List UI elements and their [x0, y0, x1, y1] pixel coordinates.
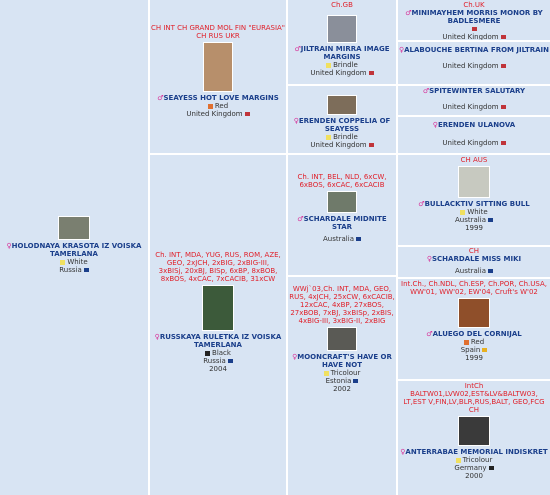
gen4-cell-0: Ch.UK ♂MINIMAYHEM MORRIS MONOR BY BADLESMERE United Kingdom [398, 0, 550, 40]
gen3-cell-1: ♀ERENDEN COPPELIA OF SEAYESS Brindle United Kingdom [288, 86, 396, 153]
dog-photo[interactable] [327, 95, 357, 115]
gen4-cell-4: CH AUS ♂BULLACKTIV SITTING BULL White Australia 1999 [398, 155, 550, 245]
dog-name-link[interactable]: ♀HOLODNAYA KRASOTA IZ VOISKA TAMERLANA [6, 242, 142, 258]
gen4-cell-5: CH ♀SCHARDALE MISS MIKI Australia [398, 247, 550, 277]
titles-text: Ch.UK [463, 1, 485, 9]
gen4-cell-7: IntCh BALTW01,LVW02,EST&LV&BALTW03, LT,EST V,FIN,LV,BLR,RUS,BALT, GEO,FCG CH ♀ANTERRABAE MEMORIAL INDISKRET Tricolour Germany 2000 [398, 381, 550, 495]
gen1-cell: ♀HOLODNAYA KRASOTA IZ VOISKA TAMERLANA White Russia [0, 0, 148, 495]
dog-name-link[interactable]: ♂SEAYESS HOT LOVE MARGINS [157, 94, 279, 102]
gen4-cell-3: ♀ERENDEN ULANOVA United Kingdom [398, 117, 550, 153]
dog-name-link[interactable]: ♀ERENDEN COPPELIA OF SEAYESS [293, 117, 391, 133]
dog-photo[interactable] [458, 166, 490, 198]
gen3-cell-3: WWj`03,Ch. INT, MDA, GEO, RUS, 4xJCH, 25xCW, 6xCACIB, 12xCAC, 4xBP, 27xBOS, 27xBOB, 7xBJ, 3xBISp, 2xBIS, 4xBIG-III, 3xBIG-II, 2xBIG ♀MOONCRAFT'S HAVE OR HAVE NOT Tricolour Estonia 2002 [288, 277, 396, 495]
dog-photo[interactable] [327, 15, 357, 43]
titles-text: WWj`03,Ch. INT, MDA, GEO, RUS, 4xJCH, 25xCW, 6xCACIB, 12xCAC, 4xBP, 27xBOS, 27xBOB, 7xBJ, 3xBISp, 2xBIS, 4xBIG-III, 3xBIG-II, 2xBIG [289, 285, 395, 325]
gen4-cell-2: ♂SPITEWINTER SALUTARY United Kingdom [398, 86, 550, 115]
gen3-cell-0: Ch.GB ♂JILTRAIN MIRRA IMAGE MARGINS Brindle United Kingdom [288, 0, 396, 84]
titles-text: Ch. INT, BEL, NLD, 6xCW, 6xBOS, 6xCAC, 6xCACIB [297, 173, 387, 189]
gen4-cell-1: ♀ALABOUCHE BERTINA FROM JILTRAIN United Kingdom [398, 42, 550, 84]
gen2-cell-sire: CH INT CH GRAND MOL FIN "EURASIA" CH RUS UKR ♂SEAYESS HOT LOVE MARGINS Red United Kingdom [150, 0, 286, 153]
gen2-cell-dam: Ch. INT, MDA, YUG, RUS, ROM, AZE, GEO, 2xJCH, 2xBIG, 2xBIG-III, 3xBISj, 20xBJ, BISp, 6xBP, 8xBOB, 8xBOS, 4xCAC, 7xCACIB, 31xCW ♀RUSSKAYA RULETKA IZ VOISKA TAMERLANA Black Russia 2004 [150, 155, 286, 495]
dog-name-link[interactable]: ♂SCHARDALE MIDNITE STAR [297, 215, 387, 231]
dog-photo[interactable] [458, 298, 490, 328]
dog-name-link[interactable]: ♀ANTERRABAE MEMORIAL INDISKRET [400, 448, 548, 456]
dog-name-link[interactable]: ♂SPITEWINTER SALUTARY [422, 87, 526, 95]
dog-name-link[interactable]: ♀ERENDEN ULANOVA [432, 121, 516, 129]
dog-name-link[interactable]: ♂BULLACKTIV SITTING BULL [418, 200, 530, 208]
dog-name-link[interactable]: ♂MINIMAYHEM MORRIS MONOR BY BADLESMERE [405, 9, 543, 25]
dog-photo[interactable] [327, 191, 357, 213]
titles-text: Ch.GB [331, 1, 353, 9]
titles-text: Int.Ch., Ch.NDL, Ch.ESP, Ch.POR, Ch.USA, WW'01, WW'02, EW'04, Cruft's W'02 [401, 280, 547, 296]
dog-photo[interactable] [202, 285, 234, 331]
dog-photo[interactable] [203, 42, 233, 92]
dog-name-link[interactable]: ♂JILTRAIN MIRRA IMAGE MARGINS [294, 45, 390, 61]
titles-text: CH [468, 247, 480, 255]
titles-text: IntCh BALTW01,LVW02,EST&LV&BALTW03, LT,EST V,FIN,LV,BLR,RUS,BALT, GEO,FCG CH [403, 382, 545, 414]
titles-text: Ch. INT, MDA, YUG, RUS, ROM, AZE, GEO, 2xJCH, 2xBIG, 2xBIG-III, 3xBISj, 20xBJ, BISp, 6xBP, 8xBOB, 8xBOS, 4xCAC, 7xCACIB, 31xCW [155, 251, 281, 283]
dog-photo[interactable] [458, 416, 490, 446]
gen3-cell-2: Ch. INT, BEL, NLD, 6xCW, 6xBOS, 6xCAC, 6xCACIB ♂SCHARDALE MIDNITE STAR Australia [288, 155, 396, 275]
dog-name-link[interactable]: ♀SCHARDALE MISS MIKI [426, 255, 522, 263]
dog-photo[interactable] [58, 216, 90, 240]
titles-text: CH AUS [460, 156, 488, 164]
dog-name-link[interactable]: ♀MOONCRAFT'S HAVE OR HAVE NOT [292, 353, 392, 369]
dog-photo[interactable] [327, 327, 357, 351]
dog-name-link[interactable]: ♀ALABOUCHE BERTINA FROM JILTRAIN [399, 46, 549, 54]
dog-name-link[interactable]: ♀RUSSKAYA RULETKA IZ VOISKA TAMERLANA [154, 333, 282, 349]
dog-name-link[interactable]: ♂ALUEGO DEL CORNIJAL [426, 330, 522, 338]
titles-text: CH INT CH GRAND MOL FIN "EURASIA" CH RUS UKR [150, 24, 286, 40]
gen4-cell-6: Int.Ch., Ch.NDL, Ch.ESP, Ch.POR, Ch.USA, WW'01, WW'02, EW'04, Cruft's W'02 ♂ALUEGO DEL CORNIJAL Red Spain 1999 [398, 279, 550, 379]
